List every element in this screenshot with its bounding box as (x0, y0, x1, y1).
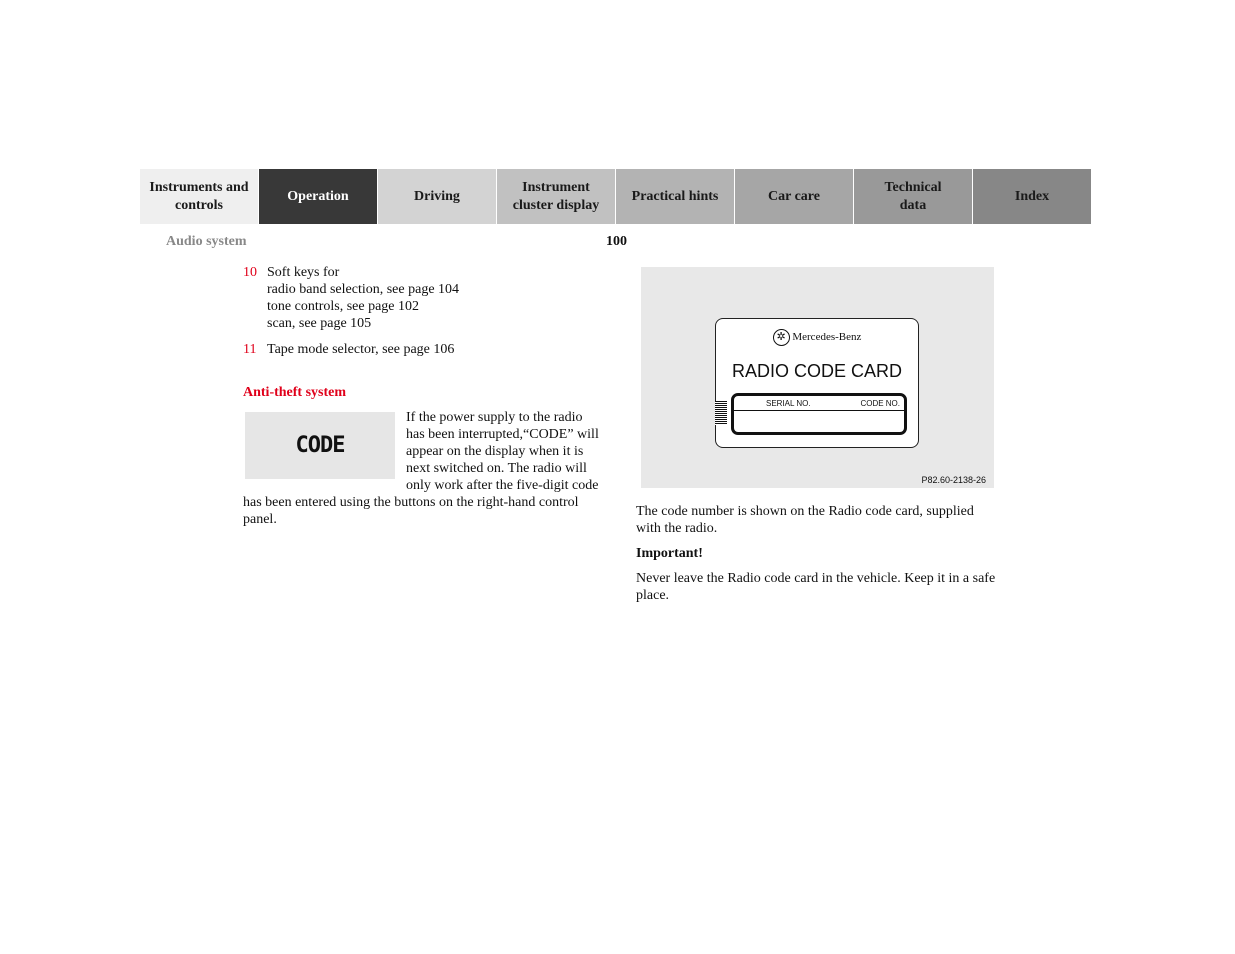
radio-code-card (715, 318, 919, 448)
tab-car-care[interactable]: Car care (735, 169, 853, 224)
anti-theft-text-cont: will only work after the five-digit code has been entered using the buttons on the right-hand control panel. (243, 461, 599, 527)
chapter-tabs (140, 169, 1092, 224)
item-number: 11 (243, 342, 257, 357)
tab-index[interactable]: Index (973, 169, 1091, 224)
right-paragraph: The code number is shown on the Radio code card, supplied with the radio. (636, 504, 974, 536)
tab-instruments[interactable]: Instruments and controls (140, 169, 258, 224)
right-column (636, 503, 998, 612)
anti-theft-text: If the power supply to the radio has been interrupted,“CODE” will appear on the display when it is next switched on. The radio (406, 410, 599, 476)
serial-label: SERIAL NO. (766, 399, 811, 408)
radio-code-card-figure (641, 267, 994, 488)
code-label: CODE NO. (860, 399, 900, 408)
tab-instrument-cluster[interactable]: Instrument cluster display (497, 169, 615, 224)
tab-operation[interactable]: Operation (259, 169, 377, 224)
barcode-icon (715, 401, 727, 425)
mercedes-star-icon: ✲ (773, 329, 790, 346)
item-line: tone controls, see page 102 (267, 299, 420, 314)
item-line: scan, see page 105 (267, 316, 372, 331)
card-title: RADIO CODE CARD (731, 361, 902, 381)
item-line: radio band selection, see page 104 (267, 282, 460, 297)
important-heading: Important! (636, 546, 703, 561)
anti-theft-block (243, 409, 601, 528)
anti-theft-heading: Anti-theft system (243, 385, 347, 400)
tab-technical-data[interactable]: Technical data (854, 169, 972, 224)
tab-practical-hints[interactable]: Practical hints (616, 169, 734, 224)
list-item: Tape mode selector, see page 106 (267, 342, 455, 357)
list-item (267, 264, 459, 332)
figure-ref: P82.60-2138-26 (921, 475, 986, 485)
tab-driving[interactable]: Driving (378, 169, 496, 224)
page-number: 100 (606, 234, 627, 249)
brand-name: Mercedes-Benz (792, 331, 862, 344)
item-line: Soft keys for (267, 265, 340, 280)
item-number: 10 (243, 265, 257, 280)
section-title: Audio system (166, 234, 247, 249)
code-display-image: CODE (245, 412, 395, 479)
code-box (731, 393, 907, 435)
right-paragraph-2: Never leave the Radio code card in the vehicle. Keep it in a safe place. (636, 571, 996, 603)
